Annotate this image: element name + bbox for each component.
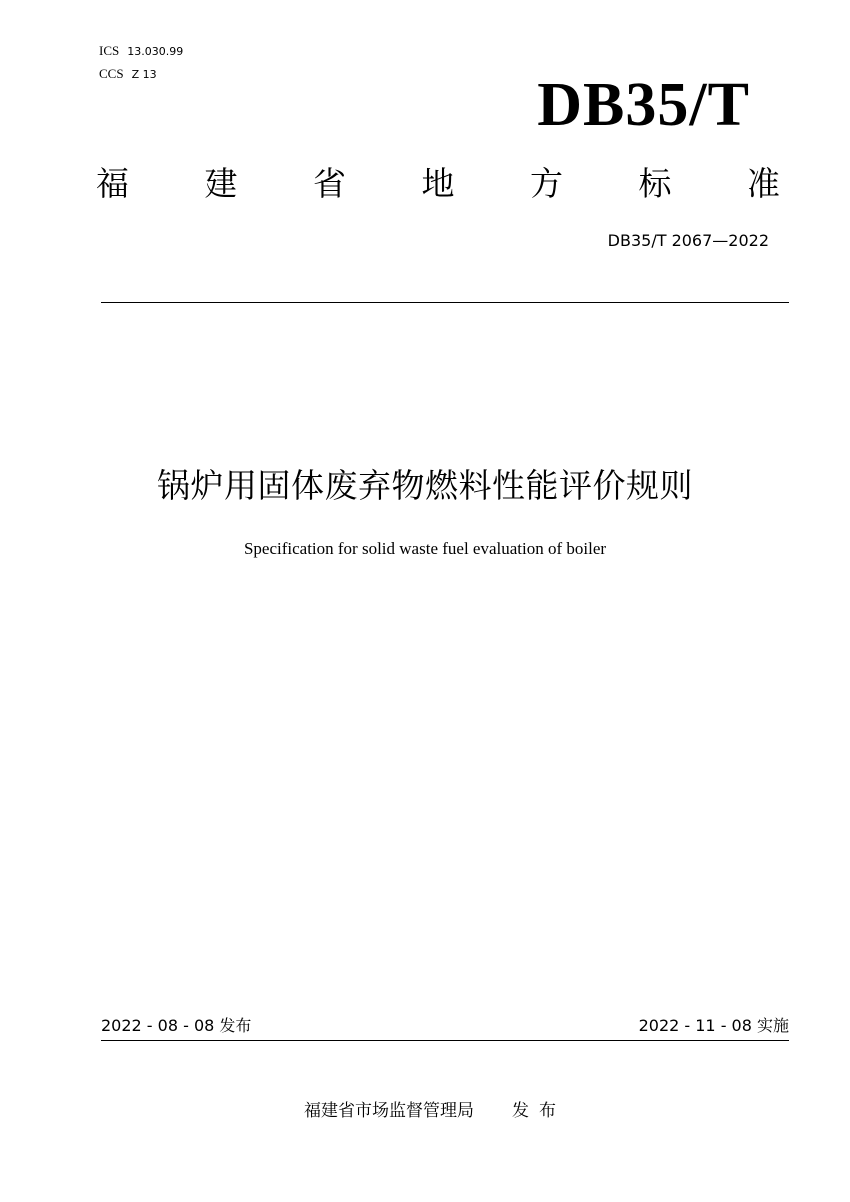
standard-type-char: 福 [96, 164, 129, 203]
standard-type-heading [96, 162, 780, 206]
ics-line [99, 40, 183, 63]
ics-value: 13.030.99 [127, 45, 184, 58]
standard-type-char: 准 [747, 164, 780, 203]
implementation-date: 2022 - 11 - 08 实施 [638, 1016, 789, 1035]
bottom-divider [101, 1040, 789, 1041]
classification-codes [99, 40, 183, 86]
standard-type-char: 方 [530, 164, 563, 203]
issuer-line [0, 1098, 850, 1124]
ccs-label: CCS [99, 66, 124, 81]
standard-type-char: 标 [638, 164, 672, 203]
standard-number: DB35/T 2067—2022 [607, 231, 769, 250]
standard-type-char: 省 [313, 164, 346, 203]
standard-type-char: 建 [204, 164, 238, 203]
issuer-action: 发布 [512, 1101, 566, 1121]
title-chinese: 锅炉用固体废弃物燃料性能评价规则 [157, 466, 693, 505]
issuer-name: 福建省市场监督管理局 [304, 1101, 474, 1121]
ccs-value: Z 13 [131, 68, 157, 81]
standard-type-char: 地 [421, 164, 455, 203]
ccs-line [99, 63, 183, 86]
top-divider [101, 302, 789, 303]
issue-date: 2022 - 08 - 08 发布 [101, 1016, 252, 1035]
standard-code-logo: DB35/T [537, 71, 750, 139]
title-english: Specification for solid waste fuel evaluation of boiler [243, 539, 607, 558]
ics-label: ICS [99, 43, 120, 58]
